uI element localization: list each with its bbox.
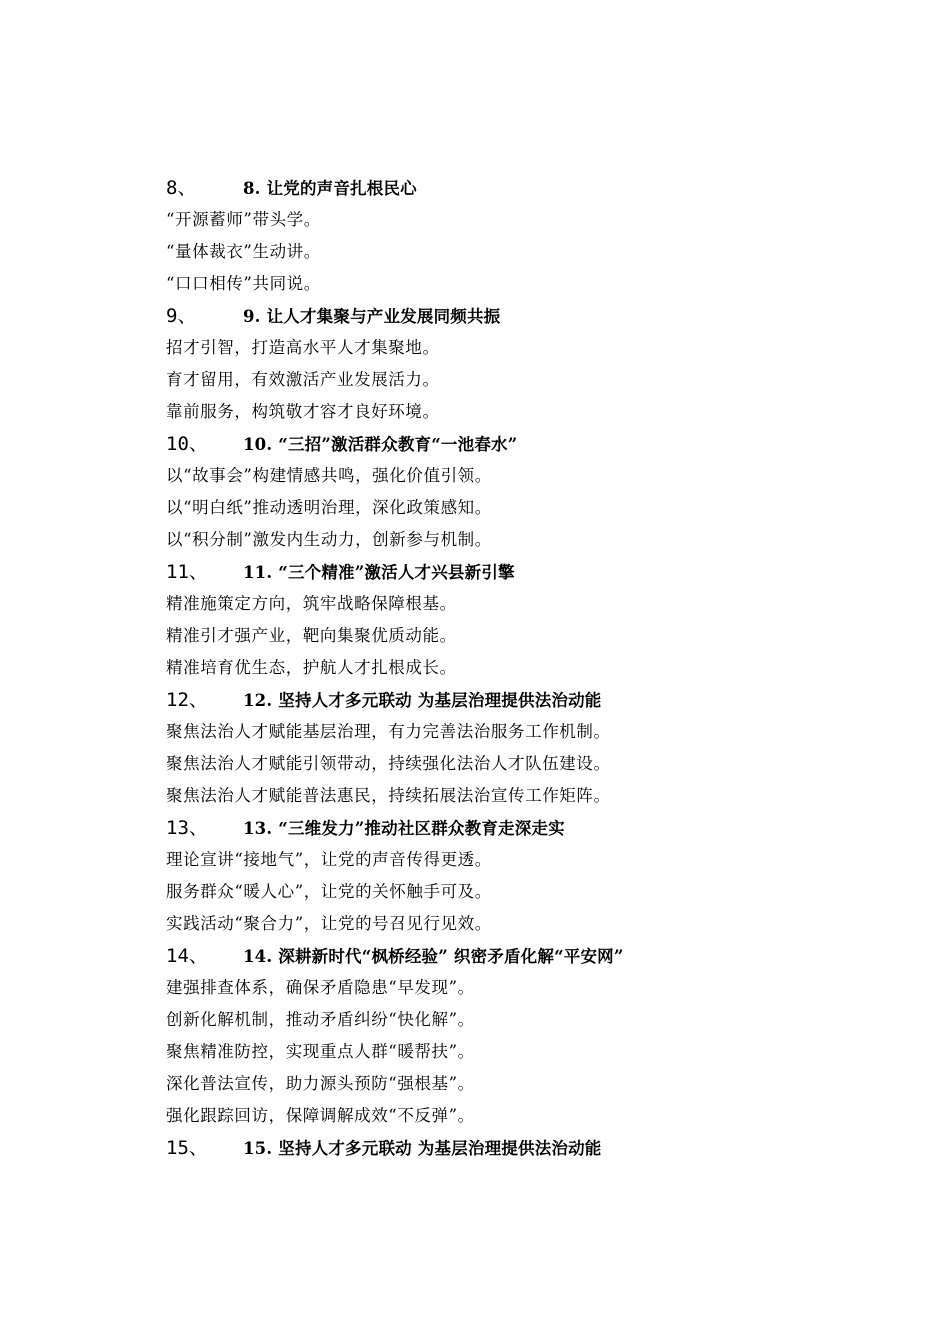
- section-line: 聚焦法治人才赋能基层治理，有力完善法治服务工作机制。: [166, 722, 611, 741]
- section-heading: [166, 300, 886, 332]
- section-line: 服务群众“暖人心”，让党的关怀触手可及。: [166, 882, 492, 901]
- section-line: 精准培育优生态，护航人才扎根成长。: [166, 658, 457, 677]
- document-body: [166, 172, 886, 1164]
- section-heading: [166, 556, 886, 588]
- section-line: 实践活动“聚合力”，让党的号召见行见效。: [166, 914, 492, 933]
- section-line: “口口相传”共同说。: [166, 274, 321, 293]
- section-number: 10、: [166, 433, 208, 455]
- section-number: 12、: [166, 689, 208, 711]
- section-line: 理论宣讲“接地气”，让党的声音传得更透。: [166, 850, 492, 869]
- section-number: 9、: [166, 305, 197, 327]
- section-title: 14. 深耕新时代“枫桥经验” 织密矛盾化解“平安网”: [243, 947, 624, 966]
- section-line: 聚焦法治人才赋能普法惠民，持续拓展法治宣传工作矩阵。: [166, 786, 611, 805]
- section-line: “量体裁衣”生动讲。: [166, 242, 321, 261]
- section-number: 11、: [166, 561, 208, 583]
- section-number: 8、: [166, 177, 197, 199]
- section-heading: [166, 812, 886, 844]
- section-line: 招才引智，打造高水平人才集聚地。: [166, 338, 440, 357]
- section-title: 13. “三维发力”推动社区群众教育走深走实: [243, 819, 565, 838]
- section-title: 10. “三招”激活群众教育“一池春水”: [243, 435, 518, 454]
- section-line: 聚焦精准防控，实现重点人群“暖帮扶”。: [166, 1042, 475, 1061]
- section-line: 靠前服务，构筑敬才容才良好环境。: [166, 402, 440, 421]
- section-line: 精准引才强产业，靶向集聚优质动能。: [166, 626, 457, 645]
- section-line: 育才留用，有效激活产业发展活力。: [166, 370, 440, 389]
- section-line: 以“积分制”激发内生动力，创新参与机制。: [166, 530, 492, 549]
- section-heading: [166, 428, 886, 460]
- section-title: 15. 坚持人才多元联动 为基层治理提供法治动能: [243, 1139, 602, 1158]
- section-heading: [166, 1132, 886, 1164]
- section-heading: [166, 940, 886, 972]
- section-heading: [166, 172, 886, 204]
- section-line: 创新化解机制，推动矛盾纠纷“快化解”。: [166, 1010, 475, 1029]
- section-line: 强化跟踪回访，保障调解成效“不反弹”。: [166, 1106, 475, 1125]
- section-line: 深化普法宣传，助力源头预防“强根基”。: [166, 1074, 475, 1093]
- section-line: “开源蓄师”带头学。: [166, 210, 321, 229]
- section-heading: [166, 684, 886, 716]
- section-title: 9. 让人才集聚与产业发展同频共振: [243, 307, 501, 326]
- section-line: 精准施策定方向，筑牢战略保障根基。: [166, 594, 457, 613]
- section-number: 13、: [166, 817, 208, 839]
- section-title: 11. “三个精准”激活人才兴县新引擎: [243, 563, 515, 582]
- section-line: 以“故事会”构建情感共鸣，强化价值引领。: [166, 466, 492, 485]
- section-number: 15、: [166, 1137, 208, 1159]
- section-line: 以“明白纸”推动透明治理，深化政策感知。: [166, 498, 492, 517]
- section-line: 聚焦法治人才赋能引领带动，持续强化法治人才队伍建设。: [166, 754, 611, 773]
- section-line: 建强排查体系，确保矛盾隐患“早发现”。: [166, 978, 475, 997]
- section-title: 12. 坚持人才多元联动 为基层治理提供法治动能: [243, 691, 602, 710]
- section-number: 14、: [166, 945, 208, 967]
- section-title: 8. 让党的声音扎根民心: [243, 179, 417, 198]
